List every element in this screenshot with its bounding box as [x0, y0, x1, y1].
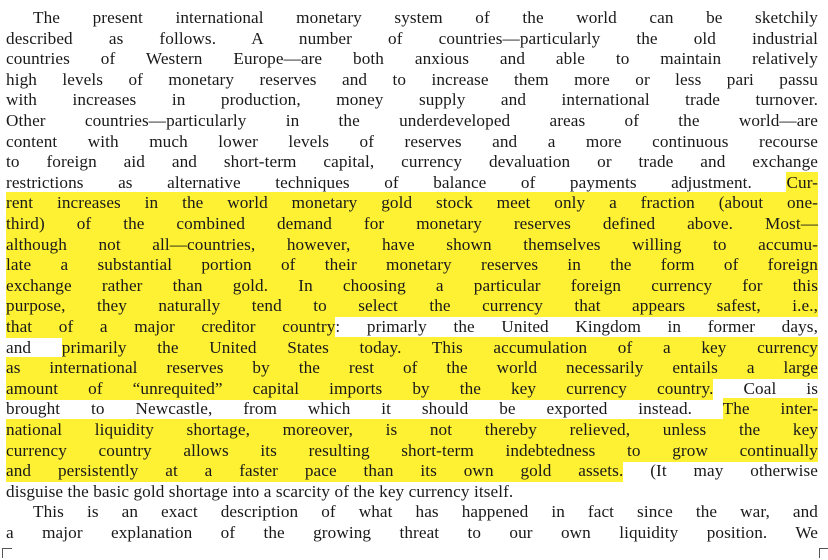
text-segment: This is an exact description of what has happened in fact since the war, and — [33, 502, 818, 522]
text-line — [6, 213, 818, 234]
text-line — [6, 172, 818, 193]
text-line — [6, 357, 818, 378]
text-segment: to foreign aid and short-term capital, currency devaluation or trade and exchange — [6, 152, 818, 172]
text-line — [6, 419, 818, 440]
highlighted-text: amount of “unrequited” capital imports by the key currency country. — [6, 378, 714, 398]
text-line — [6, 89, 818, 110]
highlighted-text: although not all—countries, however, have shown themselves willing to accumu- — [6, 234, 818, 254]
highlighted-text: rent increases in the world monetary gold stock meet only a fraction (about one- — [6, 193, 818, 213]
text-line — [6, 69, 818, 90]
text-segment: Other countries—particularly in the underdeveloped areas of the world—are — [6, 111, 818, 130]
crop-mark-left — [2, 548, 12, 558]
highlighted-text: currency country allows its resulting short-term indebtedness to grow continually — [6, 440, 818, 460]
text-line — [6, 378, 818, 399]
text-segment: a major explanation of the growing threat to our own liquidity position. We — [6, 523, 818, 542]
text-line — [6, 48, 818, 69]
highlighted-text: national liquidity shortage, moreover, is not thereby relieved, unless the key — [6, 420, 818, 439]
text-segment: countries of Western Europe—are both anxious and able to maintain relatively — [6, 49, 818, 69]
highlighted-text: primarily the United States today. This accumulation of a key currency — [61, 337, 818, 357]
text-segment: restrictions as alternative techniques of balance of payments adjustment. — [6, 172, 787, 192]
text-line — [6, 295, 818, 316]
highlighted-text: exchange rather than gold. In choosing a particular foreign currency for this — [6, 275, 818, 295]
text-segment: (It may otherwise — [623, 461, 818, 481]
text-line — [6, 28, 818, 49]
text-line — [6, 254, 818, 275]
text-line — [33, 501, 818, 522]
text-line — [6, 481, 818, 502]
text-line — [6, 275, 818, 296]
highlighted-text: The inter- — [722, 399, 818, 419]
text-line — [6, 316, 818, 337]
text-line — [6, 440, 818, 461]
text-segment: The present international monetary system of the world can be sketchily — [33, 8, 818, 27]
text-line — [6, 110, 818, 131]
text-segment: disguise the basic gold shortage into a scarcity of the key currency itself. — [6, 481, 514, 501]
highlighted-text: as international reserves by the rest of the world necessarily entails a large — [6, 358, 818, 378]
highlighted-text: and persistently at a faster pace than its own gold assets. — [6, 461, 624, 481]
highlighted-text: late a substantial portion of their monetary reserves in the form of foreign — [6, 255, 818, 275]
text-segment: content with much lower levels of reserves and a more continuous recourse — [6, 131, 818, 151]
text-segment: : primarly the United Kingdom in former days, — [335, 317, 818, 336]
text-segment: with increases in production, money supply and international trade turnover. — [6, 90, 818, 110]
text-segment: and — [6, 337, 62, 357]
text-line — [6, 151, 818, 172]
text-line — [6, 522, 818, 543]
text-line — [6, 131, 818, 152]
text-line — [6, 460, 818, 481]
highlighted-text: that of a major creditor country — [6, 317, 336, 336]
text-segment: brought to Newcastle, from which it should be exported instead. — [6, 399, 723, 419]
text-line — [6, 337, 818, 358]
text-line — [6, 234, 818, 255]
crop-mark-right — [819, 548, 828, 558]
highlighted-text: Cur- — [786, 172, 818, 192]
text-segment: described as follows. A number of countries—particularly the old industrial — [6, 28, 818, 48]
highlighted-text: purpose, they naturally tend to select the currency that appears safest, i.e., — [6, 296, 818, 316]
text-segment: Coal is — [713, 378, 818, 398]
highlighted-text: third) of the combined demand for monetary reserves defined above. Most— — [6, 214, 818, 233]
text-segment: high levels of monetary reserves and to increase them more or less pari passu — [6, 69, 818, 89]
text-line — [6, 398, 818, 419]
text-line — [33, 7, 818, 28]
text-line — [6, 192, 818, 213]
